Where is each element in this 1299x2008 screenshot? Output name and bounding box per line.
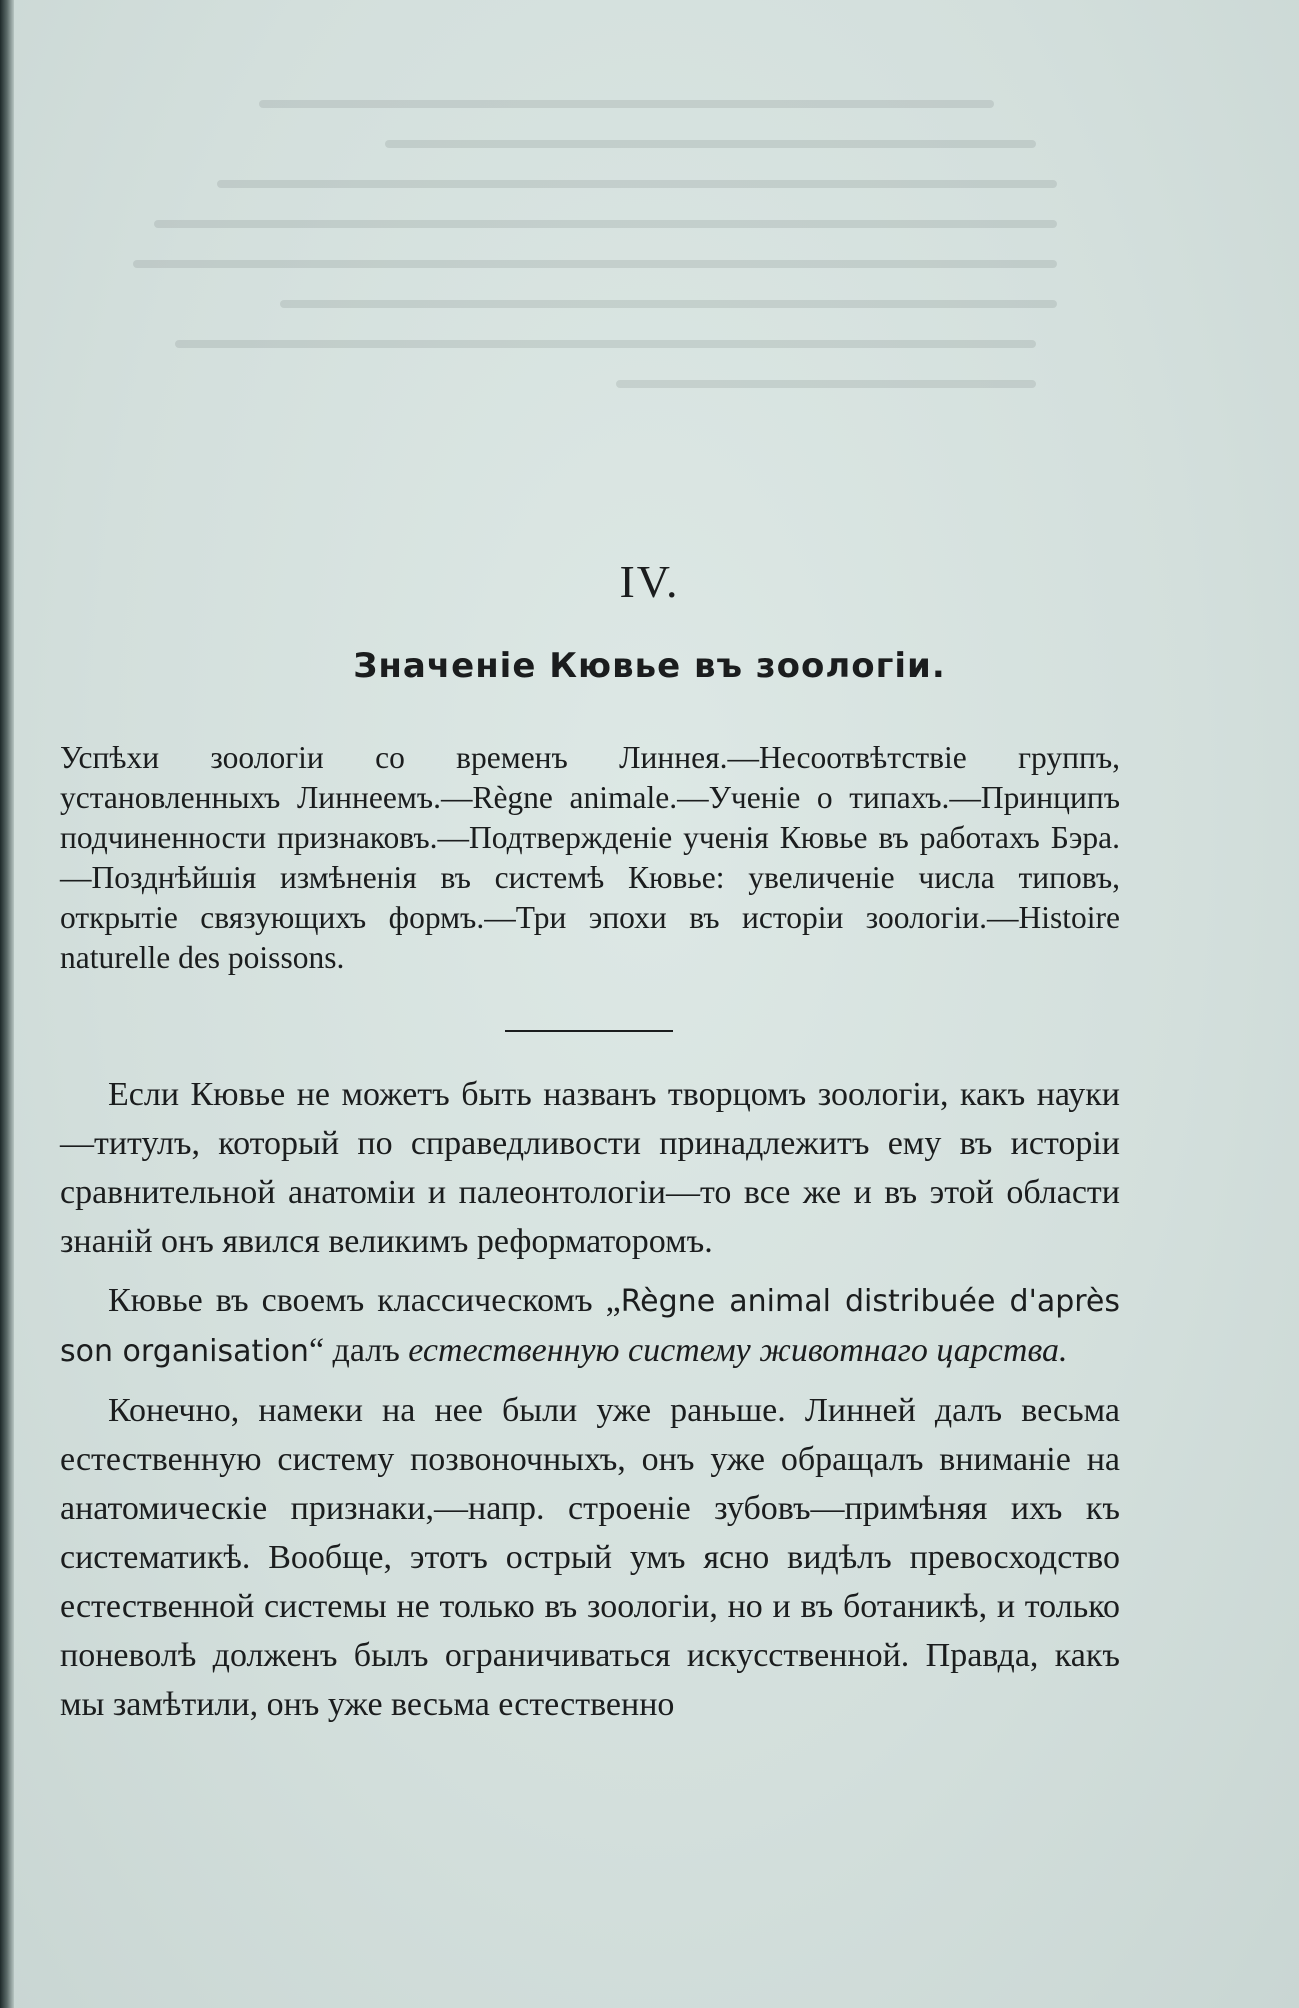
divider-rule bbox=[505, 1030, 673, 1032]
paragraph-2 bbox=[60, 1276, 1120, 1376]
paragraph-2-italic: естественную систему животнаго царства. bbox=[408, 1332, 1068, 1369]
paragraph-2-mid: “ далъ bbox=[308, 1332, 409, 1369]
body-text bbox=[60, 1070, 1120, 1739]
paragraph-1: Если Кювье не можетъ быть названъ творцомъ зоологіи, какъ науки—титулъ, который по справедливости принадлежитъ ему въ исторіи сравнительной анатоміи и палеонтологіи—то все же и въ этой области знаній онъ явился великимъ реформаторомъ. bbox=[60, 1076, 1120, 1260]
paragraph-2-latin-title: Règne animal distribuée d'après son organisation bbox=[60, 1284, 1121, 1369]
chapter-title: Значеніе Кювье въ зоологіи. bbox=[353, 646, 946, 686]
binding-edge bbox=[0, 0, 14, 2008]
paragraph-3: Конечно, намеки на нее были уже раньше. Линней далъ весьма естественную систему позвоночныхъ, онъ уже обращалъ вниманіе на анатомическіе признаки,—напр. строеніе зубовъ—примѣняя ихъ къ систематикѣ. Вообще, этотъ острый умъ ясно видѣлъ превосходство естественной системы не только въ зоологіи, но и въ ботаникѣ, и только поневолѣ долженъ былъ ограничиваться искусственной. Правда, какъ мы замѣтили, онъ уже весьма естественно bbox=[60, 1392, 1120, 1723]
paragraph-2-start: Кювье въ своемъ классическомъ „ bbox=[108, 1282, 621, 1319]
chapter-number: IV. bbox=[619, 556, 680, 607]
bleed-through-text bbox=[70, 100, 1120, 520]
chapter-summary: Успѣхи зоологіи со временъ Линнея.—Несоотвѣтствіе группъ, установленныхъ Линнеемъ.—Règne animale.—Ученіе о типахъ.—Принципъ подчиненности признаковъ.—Подтвержденіе ученія Кювье въ работахъ Бэра.—Позднѣйшія измѣненія въ системѣ Кювье: увеличеніе числа типовъ, открытіе связующихъ формъ.—Три эпохи въ исторіи зоологіи.—Histoire naturelle des poissons. bbox=[60, 740, 1120, 975]
